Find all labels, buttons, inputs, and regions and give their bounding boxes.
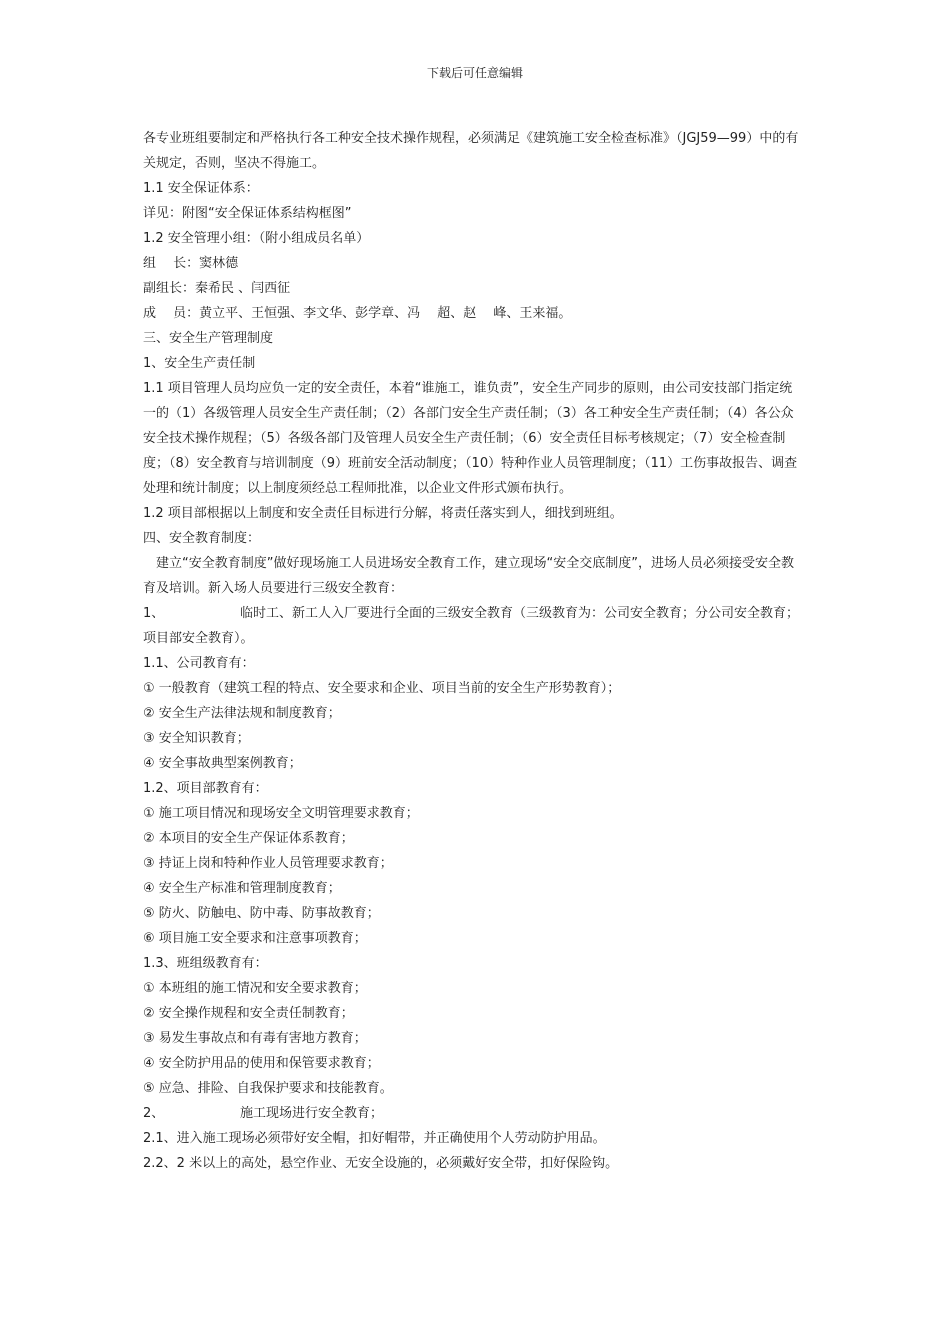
paragraph: 1.1 项目管理人员均应负一定的安全责任，本着“谁施工，谁负责”，安全生产同步的原则，由公司安技部门指定统一的（1）各级管理人员安全生产责任制；（2）各部门安全生产责任制；（3）各工种安全生产责任制；（4）各公众安全技术操作规程；（5）各级各部门及管理人员安全生产责任制；（6）安全责任目标考核规定；（7）安全检查制度；（8）安全教育与培训制度（9）班前安全活动制度；（10）特种作业人员管理制度；（11）工伤事故报告、调查处理和统计制度；以上制度须经总工程师批准，以企业文件形式颁布执行。 [143, 381, 798, 496]
paragraph: 1.2 项目部根据以上制度和安全责任目标进行分解，将责任落实到人，细找到班组。 [143, 506, 623, 521]
item-text: 施工现场进行安全教育； [240, 1106, 384, 1121]
list-item: ① 施工项目情况和现场安全文明管理要求教育； [143, 806, 419, 821]
numbered-item [143, 601, 803, 651]
page-header: 下载后可任意编辑 [426, 66, 523, 80]
subsection-heading: 1.1、公司教育有： [143, 656, 255, 671]
item-number: 1、 [143, 606, 165, 621]
list-item: ② 本项目的安全生产保证体系教育； [143, 831, 354, 846]
list-item: ④ 安全生产标准和管理制度教育； [143, 881, 341, 896]
list-item: ② 安全生产法律法规和制度教育； [143, 706, 341, 721]
section-heading: 1.1 安全保证体系： [143, 181, 259, 196]
subsection-heading: 1.3、班组级教育有： [143, 956, 268, 971]
member-line: 副组长：秦希民 、闫西征 [143, 281, 291, 296]
paragraph: 各专业班组要制定和严格执行各工种安全技术操作规程，必须满足《建筑施工安全检查标准》（JGJ59—99）中的有关规定，否则，坚决不得施工。 [143, 131, 799, 171]
list-item: ⑥ 项目施工安全要求和注意事项教育； [143, 931, 367, 946]
list-item: ⑤ 防火、防触电、防中毒、防事故教育； [143, 906, 380, 921]
paragraph: 建立“安全教育制度”做好现场施工人员进场安全教育工作，建立现场“安全交底制度”，进场人员必须接受安全教育及培训。新入场人员要进行三级安全教育： [143, 556, 794, 596]
list-item: ① 本班组的施工情况和安全要求教育； [143, 981, 367, 996]
list-item: ② 安全操作规程和安全责任制教育； [143, 1006, 354, 1021]
list-item: ④ 安全事故典型案例教育； [143, 756, 302, 771]
list-item: ③ 安全知识教育； [143, 731, 250, 746]
list-item: ③ 易发生事故点和有毒有害地方教育； [143, 1031, 367, 1046]
section-heading: 1、安全生产责任制 [143, 356, 256, 371]
item-text: 临时工、新工人入厂要进行全面的三级安全教育（三级教育为：公司安全教育；分公司安全教育；项目部安全教育）。 [143, 606, 800, 646]
numbered-item [143, 1101, 803, 1126]
list-item: ⑤ 应急、排险、自我保护要求和技能教育。 [143, 1081, 393, 1096]
section-heading: 四、安全教育制度： [143, 531, 261, 546]
list-item: ① 一般教育（建筑工程的特点、安全要求和企业、项目当前的安全生产形势教育）； [143, 681, 621, 696]
paragraph: 2.1、进入施工现场必须带好安全帽，扣好帽带，并正确使用个人劳动防护用品。 [143, 1131, 606, 1146]
paragraph: 详见：附图“安全保证体系结构框图” [143, 206, 352, 221]
member-line: 成 员：黄立平、王恒强、李文华、彭学章、冯 超、赵 峰、王来福。 [143, 306, 572, 321]
list-item: ③ 持证上岗和特种作业人员管理要求教育； [143, 856, 393, 871]
item-number: 2、 [143, 1106, 165, 1121]
list-item: ④ 安全防护用品的使用和保管要求教育； [143, 1056, 380, 1071]
paragraph: 2.2、2 米以上的高处，悬空作业、无安全设施的，必须戴好安全带，扣好保险钩。 [143, 1156, 619, 1171]
subsection-heading: 1.2、项目部教育有： [143, 781, 268, 796]
document-body [143, 126, 803, 1176]
section-heading: 1.2 安全管理小组：（附小组成员名单） [143, 231, 370, 246]
member-line: 组 长：窦林德 [143, 256, 239, 271]
section-heading: 三、安全生产管理制度 [143, 331, 274, 346]
